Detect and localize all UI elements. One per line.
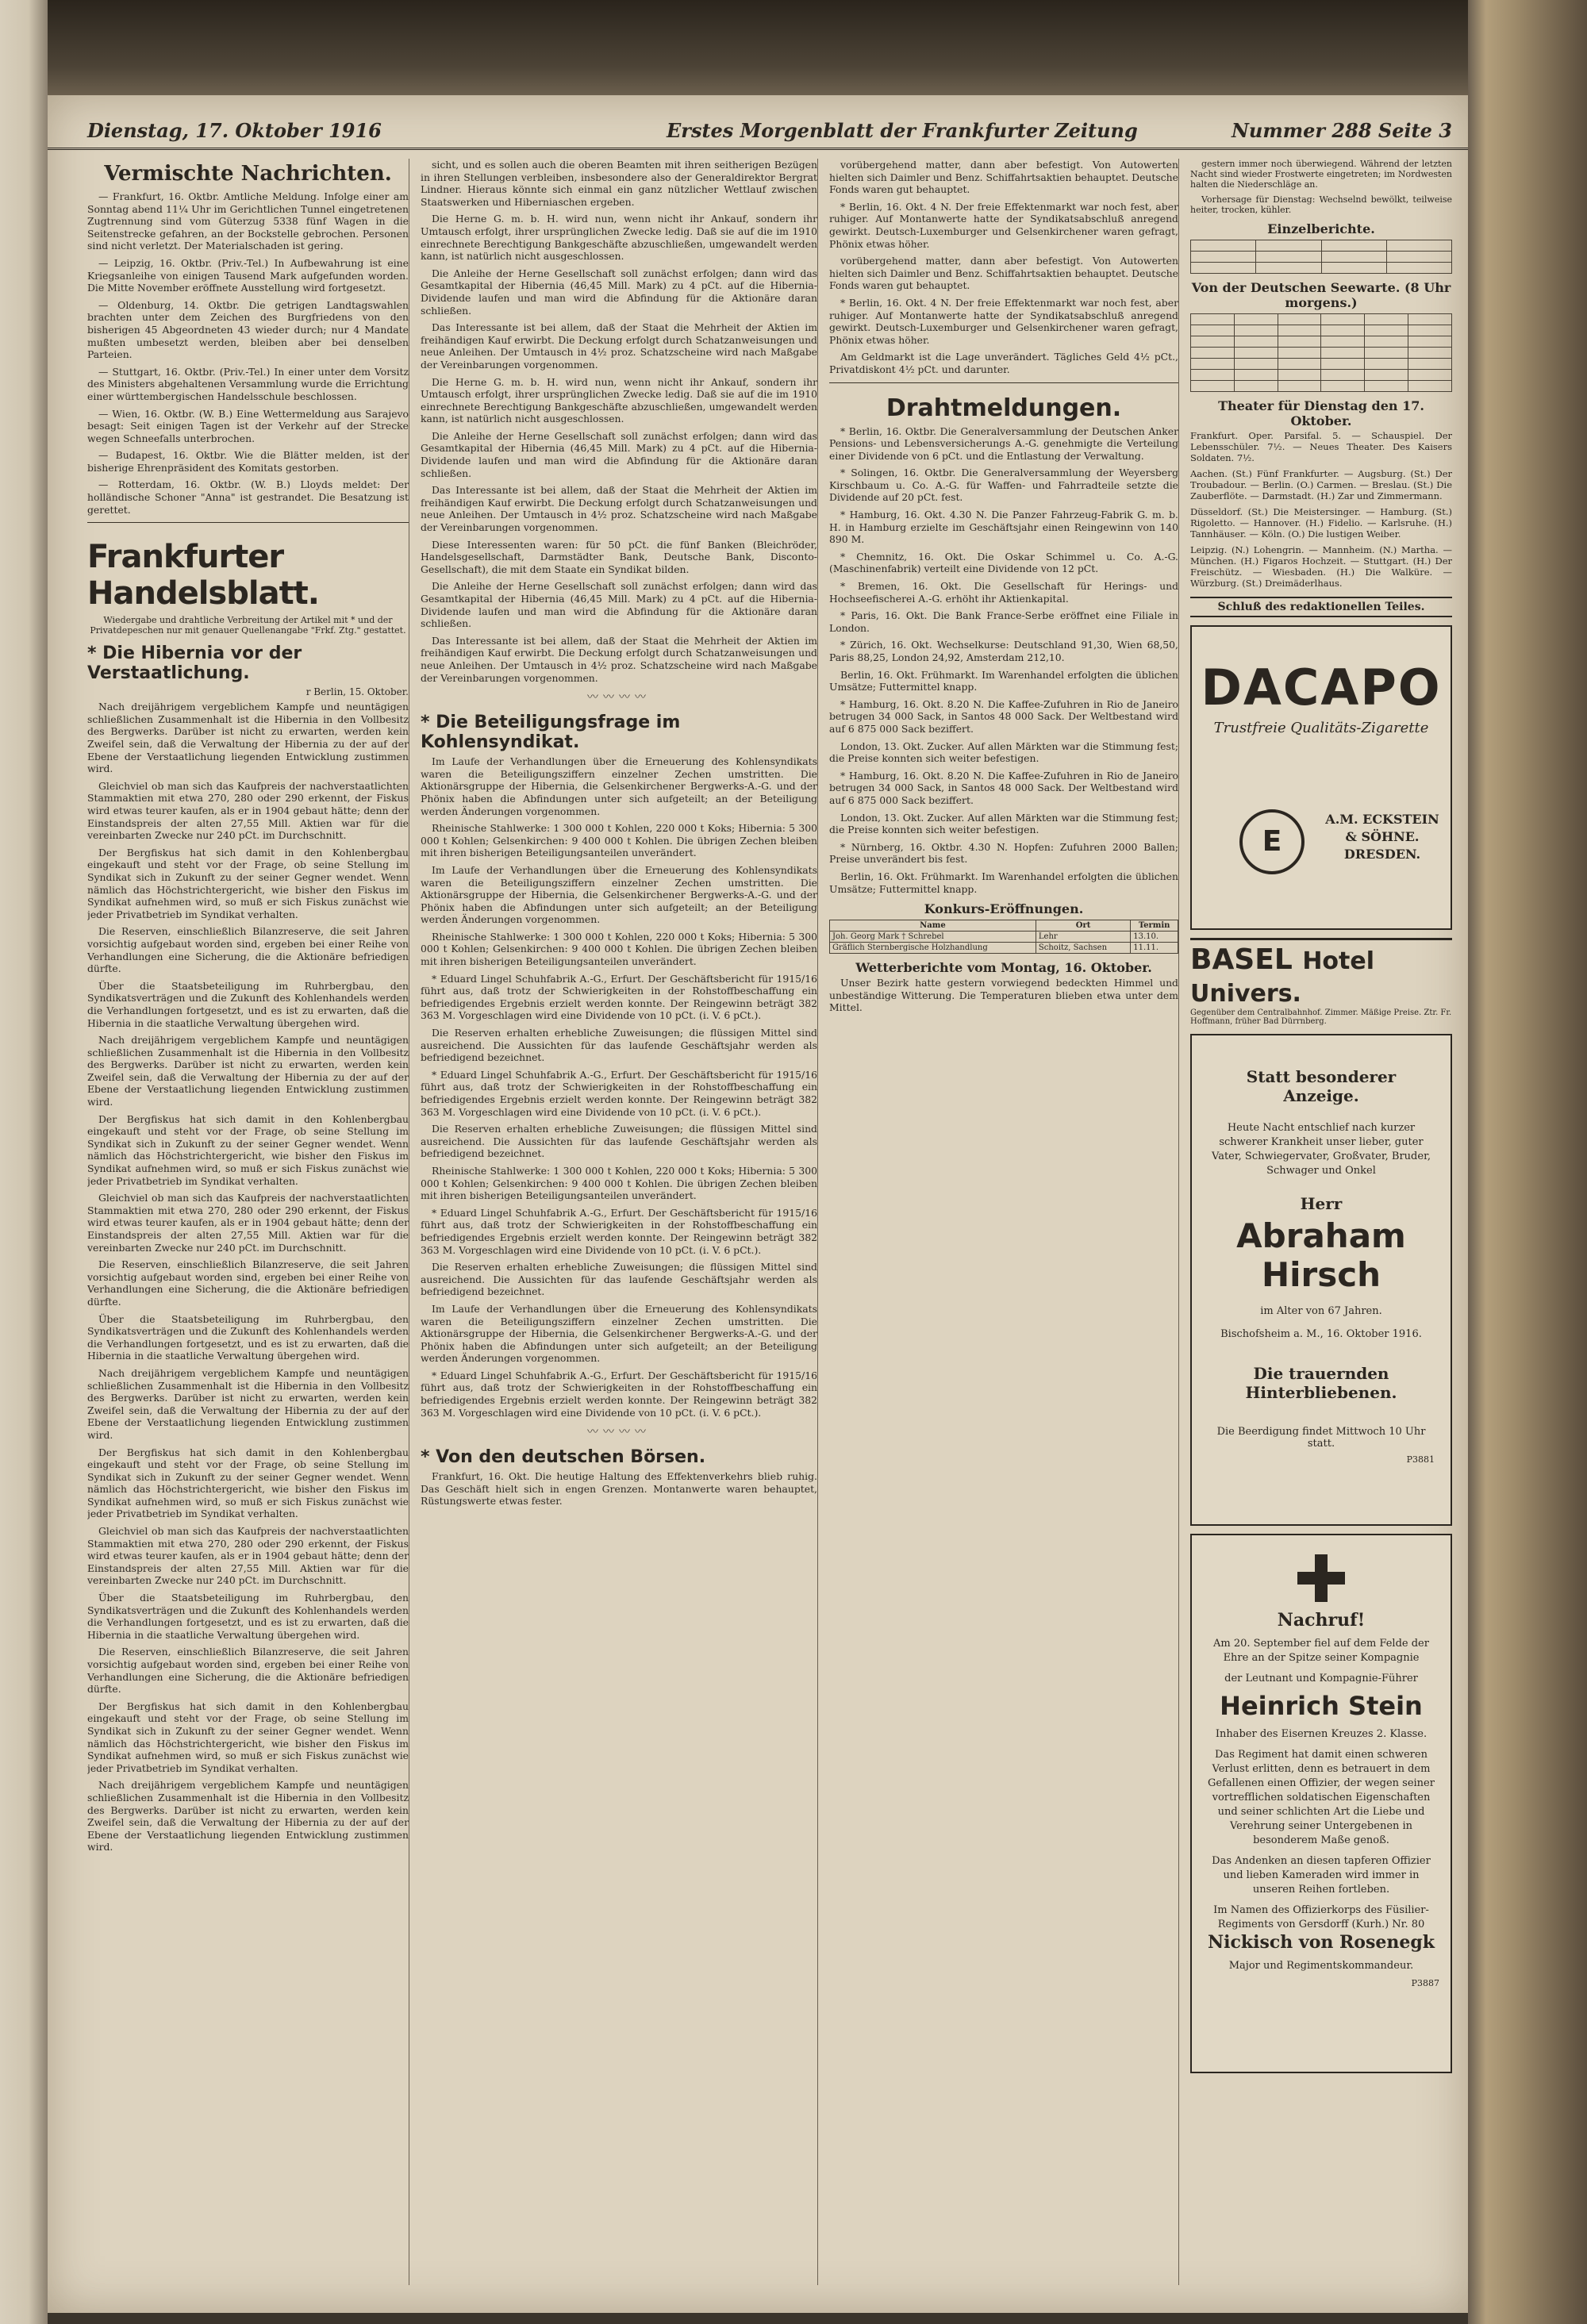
notice-heading: Statt besonderer Anzeige. bbox=[1246, 1067, 1397, 1105]
article-paragraph: Die Reserven, einschließlich Bilanzreserve, die seit Jahren vorsichtig aufgebaut worden sind, ergeben bei einer Reihe von Verhandlungen eine Sicherung, die die Aktionäre befriedigen dürfte. bbox=[87, 925, 409, 975]
header-title: Erstes Morgenblatt der Frankfurter Zeitung bbox=[667, 119, 1138, 142]
section-heading-theater: Theater für Dienstag den 17. Oktober. bbox=[1218, 398, 1424, 428]
table-cell: 11.11. bbox=[1131, 943, 1178, 954]
obituary-signature: Nickisch von Rosenegk bbox=[1208, 1932, 1435, 1953]
ad-obituary-stein bbox=[1190, 1534, 1452, 2073]
notice-age: im Alter von 67 Jahren. bbox=[1260, 1305, 1382, 1317]
table-cell: Schoitz, Sachsen bbox=[1036, 943, 1130, 954]
article-paragraph: Die Reserven erhalten erhebliche Zuweisungen; die flüssigen Mittel sind ausreichend. Die Aussichten für das laufende Geschäftsjahr werden als befriedigend bezeichnet. bbox=[421, 1261, 817, 1298]
article-paragraph: Über die Staatsbeteiligung im Ruhrbergbau, den Syndikatsverträgen und die Zukunft des Kohlenhandels werden die Verhandlungen fortgesetzt, und es ist zu erwarten, daß die Hibernia in die staatliche Verwaltung übergehen wird. bbox=[87, 1312, 409, 1362]
article-paragraph: — Rotterdam, 16. Oktbr. (W. B.) Lloyds meldet: Der holländische Schoner "Anna" ist gestrandet. Die Besatzung ist gerettet. bbox=[87, 478, 409, 516]
table-row bbox=[1191, 359, 1452, 370]
article-paragraph: Im Laufe der Verhandlungen über die Erneuerung des Kohlensyndikats waren die Beteiligungsziffern einzelner Zechen umstritten. Die Aktionärsgruppe der Hibernia, die Gelsenkirchener Bergwerks-A.-G. und der Phönix haben die Abfindungen unter sich aufgeteilt; an der Beteiligung werden Änderungen vorgenommen. bbox=[421, 863, 817, 926]
header-date: Dienstag, 17. Oktober 1916 bbox=[87, 119, 382, 142]
table-row bbox=[1191, 314, 1452, 325]
article-paragraph: Die Reserven, einschließlich Bilanzreserve, die seit Jahren vorsichtig aufgebaut worden sind, ergeben bei einer Reihe von Verhandlungen eine Sicherung, die die Aktionäre befriedigen dürfte. bbox=[87, 1258, 409, 1308]
obituary-decoration: Inhaber des Eisernen Kreuzes 2. Klasse. bbox=[1215, 1728, 1428, 1740]
article-paragraph: Berlin, 16. Okt. Frühmarkt. Im Warenhandel erfolgten die üblichen Umsätze; Futtermittel knapp. bbox=[829, 668, 1178, 693]
article-paragraph: * Eduard Lingel Schuhfabrik A.-G., Erfurt. Der Geschäftsbericht für 1915/16 führt aus, daß trotz der Schwierigkeiten in der Rohstoffbeschaffung ein befriedigendes Ergebnis erzielt werden konnte. Der Reingewinn beträgt 382 363 M. Vorgeschlagen wird eine Dividende von 10 pCt. (i. V. 6 pCt.). bbox=[421, 1068, 817, 1118]
article-paragraph: Nach dreijährigem vergeblichem Kampfe und neuntägigen schließlichen Zusammenhalt ist die Hibernia in den Vollbesitz des Bergwerks. Darüber ist nicht zu erwarten, werden kein Zweifel sein, daß die Verwaltung der Hibernia zu der auf der Ebene der Verstaatlichung liegenden Entwicklung zustimmen wird. bbox=[87, 1366, 409, 1441]
ad-dacapo bbox=[1190, 625, 1452, 930]
basel-city: BASEL bbox=[1190, 943, 1293, 976]
theater-entry: Düsseldorf. (St.) Die Meistersinger. — Hamburg. (St.) Rigoletto. — Hannover. (H.) Fidelio. — Karlsruhe. (H.) Tannhäuser. — Köln. (O.) Die lustigen Weiber. bbox=[1190, 506, 1452, 540]
konkurs-table bbox=[829, 920, 1178, 954]
table-row bbox=[1191, 370, 1452, 381]
obituary-rank: der Leutnant und Kompagnie-Führer bbox=[1224, 1673, 1418, 1684]
dacapo-logo: DACAPO bbox=[1201, 659, 1442, 716]
column-3 bbox=[829, 159, 1179, 2285]
article-dateline: r Berlin, 15. Oktober. bbox=[305, 686, 409, 698]
article-paragraph: vorübergehend matter, dann aber befestigt. Von Autowerten hielten sich Daimler und Benz. Schiffahrtsaktien behauptet. Deutsche Fonds waren gut behauptet. bbox=[829, 255, 1178, 292]
ornament-divider: 〰〰〰〰 bbox=[587, 691, 651, 705]
article-paragraph: Im Laufe der Verhandlungen über die Erneuerung des Kohlensyndikats waren die Beteiligungsziffern einzelner Zechen umstritten. Die Aktionärsgruppe der Hibernia, die Gelsenkirchener Bergwerks-A.-G. und der Phönix haben die Abfindungen unter sich aufgeteilt; an der Beteiligung werden Änderungen vorgenommen. bbox=[421, 755, 817, 817]
table-cell: Joh. Georg Mark † Schrebel bbox=[830, 932, 1036, 943]
obituary-text: Am 20. September fiel auf dem Felde der Ehre an der Spitze seiner Kompagnie bbox=[1213, 1638, 1429, 1664]
article-paragraph: London, 13. Okt. Zucker. Auf allen Märkten war die Stimmung fest; die Preise konnten sich weiter befestigen. bbox=[829, 811, 1178, 836]
article-heading-hibernia: * Die Hibernia vor der Verstaatlichung. bbox=[87, 643, 302, 684]
article-paragraph: * Eduard Lingel Schuhfabrik A.-G., Erfurt. Der Geschäftsbericht für 1915/16 führt aus, daß trotz der Schwierigkeiten in der Rohstoffbeschaffung ein befriedigendes Ergebnis erzielt werden konnte. Der Reingewinn beträgt 382 363 M. Vorgeschlagen wird eine Dividende von 10 pCt. (i. V. 6 pCt.). bbox=[421, 1369, 817, 1419]
article-paragraph: sicht, und es sollen auch die oberen Beamten mit ihren seitherigen Bezügen in ihren Stellungen verbleiben, insbesondere also der Generaldirektor Bergrat Lindner. Hieraus könnte sich einmal ein ganz nützlicher Wettlauf zwischen Staatswerken und Hiberniaschen ergeben. bbox=[421, 159, 817, 208]
section-heading-drahtmeldungen: Drahtmeldungen. bbox=[886, 394, 1122, 422]
article-paragraph: Das Interessante ist bei allem, daß der Staat die Mehrheit der Aktien im freihändigen Kauf erwirbt. Die Deckung erfolgt durch Schatzanweisungen und neue Anleihen. Der Umtausch in 4½ proz. Schatzscheine wird nach Maßgabe der Vereinbarungen vorgenommen. bbox=[421, 634, 817, 684]
article-paragraph: * Eduard Lingel Schuhfabrik A.-G., Erfurt. Der Geschäftsbericht für 1915/16 führt aus, daß trotz der Schwierigkeiten in der Rohstoffbeschaffung ein befriedigendes Ergebnis erzielt werden konnte. Der Reingewinn beträgt 382 363 M. Vorgeschlagen wird eine Dividende von 10 pCt. (i. V. 6 pCt.). bbox=[421, 972, 817, 1022]
ad-basel-subtitle: Gegenüber dem Centralbahnhof. Zimmer. Mäßige Preise. Ztr. Fr. Hoffmann, früher Bad Dürrnberg. bbox=[1190, 1008, 1452, 1026]
article-paragraph: Das Interessante ist bei allem, daß der Staat die Mehrheit der Aktien im freihändigen Kauf erwirbt. Die Deckung erfolgt durch Schatzanweisungen und neue Anleihen. Der Umtausch in 4½ proz. Schatzscheine wird nach Maßgabe der Vereinbarungen vorgenommen. bbox=[421, 321, 817, 371]
article-paragraph: * Nürnberg, 16. Oktbr. 4.30 N. Hopfen: Zufuhren 2000 Ballen; Preise unverändert bis fest. bbox=[829, 840, 1178, 866]
table-cell: Gräflich Sternbergische Holzhandlung bbox=[830, 943, 1036, 954]
article-paragraph: Gleichviel ob man sich das Kaufpreis der nachverstaatlichten Stammaktien mit etwa 270, 280 oder 290 erkennt, der Fiskus wird etwas teurer kaufen, als er in 1904 gebaut hätte; denn der Einstandspreis der alten 27,55 Mill. Aktien war für die vereinbarten Zwecke nur 240 pCt. im Durchschnitt. bbox=[87, 1192, 409, 1254]
article-paragraph: — Frankfurt, 16. Oktbr. Amtliche Meldung. Infolge einer am Sonntag abend 11¼ Uhr im Gerichtlichen Tunnel eingetretenen Zugtrennung sind vom Güterzug 5338 fünf Wagen in die Seitenstrecke gefahren, an der Bockstelle gebrochen. Personen sind nicht verletzt. Der Materialschaden ist gering. bbox=[87, 190, 409, 252]
obituary-text: Das Andenken an diesen tapferen Offizier und lieben Kameraden wird immer in unseren Reihen fortleben. bbox=[1212, 1855, 1431, 1896]
obituary-regiment: Im Namen des Offizierkorps des Füsilier-Regiments von Gersdorff (Kurh.) Nr. 80 bbox=[1213, 1904, 1429, 1930]
obituary-heading: Nachruf! bbox=[1277, 1610, 1366, 1631]
article-paragraph: * Chemnitz, 16. Okt. Die Oskar Schimmel u. Co. A.-G. (Maschinenfabrik) verteilt eine Dividende von 12 pCt. bbox=[829, 550, 1178, 575]
article-paragraph: Diese Interessenten waren: für 50 pCt. die fünf Banken (Bleichröder, Handelsgesellschaft, Darmstädter Bank, Deutsche Bank, Disconto-Gesellschaft), die mit dem Staate ein Syndikat bilden. bbox=[421, 538, 817, 575]
article-paragraph: Die Anleihe der Herne Gesellschaft soll zunächst erfolgen; dann wird das Gesamtkapital der Hibernia (46,45 Mill. Mark) zu 4 pCt. auf die Hibernia-Dividende laufen und man wird die Abfindung für die Aktionäre daran schließen. bbox=[421, 580, 817, 630]
table-row bbox=[830, 932, 1178, 943]
table-row bbox=[1191, 325, 1452, 336]
section-heading-wetter: Wetterberichte vom Montag, 16. Oktober. bbox=[855, 960, 1152, 976]
right-page-edges bbox=[1468, 0, 1587, 2324]
article-paragraph: * Hamburg, 16. Okt. 8.20 N. Die Kaffee-Zufuhren in Rio de Janeiro betrugen 34 000 Sack, in Santos 48 000 Sack. Der Weltbestand wird auf 6 875 000 Sack beziffert. bbox=[829, 697, 1178, 735]
article-paragraph: * Bremen, 16. Okt. Die Gesellschaft für Herings- und Hochseefischerei A.-G. erhöht ihr Aktienkapital. bbox=[829, 580, 1178, 605]
column-1 bbox=[87, 159, 409, 2285]
article-paragraph: Rheinische Stahlwerke: 1 300 000 t Kohlen, 220 000 t Koks; Hibernia: 5 300 000 t Kohlen; Gelsenkirchen: 9 400 000 t Kohlen. Die übrigen Zechen bleiben mit ihren bisherigen Beteiligungsanteilen unverändert. bbox=[421, 930, 817, 968]
ad-basel-title bbox=[1190, 938, 1452, 1008]
article-paragraph: Vorhersage für Dienstag: Wechselnd bewölkt, teilweise heiter, trocken, kühler. bbox=[1190, 194, 1452, 215]
article-paragraph: Frankfurt, 16. Okt. Die heutige Haltung des Effektenverkehrs blieb ruhig. Das Geschäft hielt sich in engen Grenzen. Montanwerte waren behauptet, Rüstungswerte etwas fester. bbox=[421, 1470, 817, 1508]
table-cell: Lehr bbox=[1036, 932, 1130, 943]
article-paragraph: Die Reserven erhalten erhebliche Zuweisungen; die flüssigen Mittel sind ausreichend. Die Aussichten für das laufende Geschäftsjahr werden als befriedigend bezeichnet. bbox=[421, 1027, 817, 1064]
article-heading-boersen: * Von den deutschen Börsen. bbox=[421, 1447, 706, 1468]
table-cell: 13.10. bbox=[1131, 932, 1178, 943]
theater-entry: Frankfurt. Oper. Parsifal. 5. — Schauspiel. Der Lebensschüler. 7½. — Neues Theater. Des Kaisers Soldaten. 7½. bbox=[1190, 430, 1452, 463]
article-paragraph: * Paris, 16. Okt. Die Bank France-Serbe eröffnet eine Filiale in London. bbox=[829, 609, 1178, 634]
iron-cross-icon bbox=[1297, 1554, 1345, 1602]
table-header-cell: Ort bbox=[1036, 920, 1130, 932]
section-heading-einzelberichte: Einzelberichte. bbox=[1267, 221, 1375, 236]
table-row bbox=[1191, 348, 1452, 359]
seewarte-table bbox=[1190, 313, 1452, 392]
article-paragraph: Der Bergfiskus hat sich damit in den Kohlenbergbau eingekauft und steht vor der Frage, ob seine Stellung im Syndikat sich in Zukunft zu der seiner Gegner wendet. Wenn nämlich das Höchstrichtergericht, wie bisher den Fiskus im Syndikat aufnehmen wird, so muß er sich Fiskus zunächst wie jeder Privatbetrieb im Syndikat verhalten. bbox=[87, 1700, 409, 1774]
ad-death-notice-hirsch bbox=[1190, 1034, 1452, 1526]
column-2 bbox=[421, 159, 818, 2285]
article-paragraph: Die Herne G. m. b. H. wird nun, wenn nicht ihr Ankauf, sondern ihr Umtausch erfolgt, ihrer ursprünglichen Zwecke ledig. Daß sie auf die im 1910 einrechnete Berechtigung Bankgeschäfte abzuschließen, umgewandelt werden kann, ist natürlich nicht ausgeschlossen. bbox=[421, 213, 817, 263]
article-paragraph: Die Herne G. m. b. H. wird nun, wenn nicht ihr Ankauf, sondern ihr Umtausch erfolgt, ihrer ursprünglichen Zwecke ledig. Daß sie auf die im 1910 einrechnete Berechtigung Bankgeschäfte abzuschließen, umgewandelt werden kann, ist natürlich nicht ausgeschlossen. bbox=[421, 375, 817, 425]
dacapo-manufacturer: A.M. ECKSTEIN & SÖHNE. DRESDEN. bbox=[1325, 812, 1439, 862]
basel-hotel: Hotel Univers. bbox=[1190, 947, 1375, 1008]
article-paragraph: Über die Staatsbeteiligung im Ruhrbergbau, den Syndikatsverträgen und die Zukunft des Kohlenhandels werden die Verhandlungen fortgesetzt, und es ist zu erwarten, daß die Hibernia in die staatliche Verwaltung übergehen wird. bbox=[87, 979, 409, 1029]
column-4 bbox=[1190, 159, 1452, 2285]
notice-place-date: Bischofsheim a. M., 16. Oktober 1916. bbox=[1220, 1328, 1422, 1340]
table-header-cell: Name bbox=[830, 920, 1036, 932]
article-paragraph: Über die Staatsbeteiligung im Ruhrbergbau, den Syndikatsverträgen und die Zukunft des Kohlenhandels werden die Verhandlungen fortgesetzt, und es ist zu erwarten, daß die Hibernia in die staatliche Verwaltung übergehen wird. bbox=[87, 1592, 409, 1641]
obituary-name: Heinrich Stein bbox=[1220, 1691, 1423, 1721]
theater-entry: Leipzig. (N.) Lohengrin. — Mannheim. (N.) Martha. — München. (H.) Figaros Hochzeit. — Stuttgart. (H.) Der Freischütz. — Wiesbaden. (H.) Die Walküre. — Würzburg. (St.) Dreimäderlhaus. bbox=[1190, 544, 1452, 589]
article-paragraph: — Wien, 16. Oktbr. (W. B.) Eine Wettermeldung aus Sarajevo besagt: Seit einigen Tagen ist der Verkehr auf der Strecke wegen Schneefalls unterbrochen. bbox=[87, 407, 409, 444]
table-row bbox=[1191, 252, 1452, 263]
article-paragraph: * Hamburg, 16. Okt. 8.20 N. Die Kaffee-Zufuhren in Rio de Janeiro betrugen 34 000 Sack, in Santos 48 000 Sack. Der Weltbestand wird auf 6 875 000 Sack beziffert. bbox=[829, 769, 1178, 806]
obituary-text: Das Regiment hat damit einen schweren Verlust erlitten, denn es betrauert in dem Gefallenen einen Offizier, der wegen seiner vortrefflichen soldatischen Eigenschaften und seiner schlichten Art die Liebe und Verehrung seiner Untergebenen in besonderem Maße genoß. bbox=[1208, 1749, 1435, 1846]
article-paragraph: gestern immer noch überwiegend. Während der letzten Nacht sind wieder Frostwerte eingetreten; im Nordwesten halten die Niederschläge an. bbox=[1190, 159, 1452, 190]
article-paragraph: * Zürich, 16. Okt. Wechselkurse: Deutschland 91,30, Wien 68,50, Paris 88,25, London 24,92, Amsterdam 212,10. bbox=[829, 639, 1178, 663]
page-header bbox=[48, 116, 1468, 150]
article-paragraph: Am Geldmarkt ist die Lage unverändert. Tägliches Geld 4½ pCt., Privatdiskont 4½ pCt. und darunter. bbox=[829, 351, 1178, 375]
article-paragraph: Das Interessante ist bei allem, daß der Staat die Mehrheit der Aktien im freihändigen Kauf erwirbt. Die Deckung erfolgt durch Schatzanweisungen und neue Anleihen. Der Umtausch in 4½ proz. Schatzscheine wird nach Maßgabe der Vereinbarungen vorgenommen. bbox=[421, 484, 817, 534]
section-heading-handelsblatt: Frankfurter Handelsblatt. bbox=[87, 539, 319, 613]
section-heading-konkurs: Konkurs-Eröffnungen. bbox=[924, 901, 1084, 917]
article-paragraph: * Hamburg, 16. Okt. 4.30 N. Die Panzer Fahrzeug-Fabrik G. m. b. H. in Hamburg erzielte im Geschäftsjahr einen Reingewinn von 140 890 M. bbox=[829, 509, 1178, 546]
article-paragraph: London, 13. Okt. Zucker. Auf allen Märkten war die Stimmung fest; die Preise konnten sich weiter befestigen. bbox=[829, 739, 1178, 765]
article-paragraph: Rheinische Stahlwerke: 1 300 000 t Kohlen, 220 000 t Koks; Hibernia: 5 300 000 t Kohlen; Gelsenkirchen: 9 400 000 t Kohlen. Die übrigen Zechen bleiben mit ihren bisherigen Beteiligungsanteilen unverändert. bbox=[421, 1164, 817, 1202]
article-paragraph: Die Reserven erhalten erhebliche Zuweisungen; die flüssigen Mittel sind ausreichend. Die Aussichten für das laufende Geschäftsjahr werden als befriedigend bezeichnet. bbox=[421, 1123, 817, 1160]
theater-entry: Aachen. (St.) Fünf Frankfurter. — Augsburg. (St.) Der Troubadour. — Berlin. (O.) Carmen. — Breslau. (St.) Die Zauberflöte. — Darmstadt. (H.) Zar und Zimmermann. bbox=[1190, 468, 1452, 501]
notice-code: P3881 bbox=[1406, 1454, 1435, 1465]
notice-salutation: Herr bbox=[1300, 1194, 1343, 1213]
header-page-number: Nummer 288 Seite 3 bbox=[1231, 119, 1452, 142]
divider bbox=[87, 522, 409, 523]
editorial-end-marker: Schluß des redaktionellen Teiles. bbox=[1190, 597, 1452, 617]
table-header-cell: Termin bbox=[1131, 920, 1178, 932]
article-paragraph: Gleichviel ob man sich das Kaufpreis der nachverstaatlichten Stammaktien mit etwa 270, 280 oder 290 erkennt, der Fiskus wird etwas teurer kaufen, als er in 1904 gebaut hätte; denn der Einstandspreis der alten 27,55 Mill. Aktien war für die vereinbarten Zwecke nur 240 pCt. im Durchschnitt. bbox=[87, 779, 409, 842]
article-paragraph: Gleichviel ob man sich das Kaufpreis der nachverstaatlichten Stammaktien mit etwa 270, 280 oder 290 erkennt, der Fiskus wird etwas teurer kaufen, als er in 1904 gebaut hätte; denn der Einstandspreis der alten 27,55 Mill. Aktien war für die vereinbarten Zwecke nur 240 pCt. im Durchschnitt. bbox=[87, 1525, 409, 1587]
article-paragraph: * Solingen, 16. Oktbr. Die Generalversammlung der Weyersberg Kirschbaum u. Co. A.-G. für Waffen- und Fahrradteile setzte die Dividende auf 20 pCt. fest. bbox=[829, 467, 1178, 504]
top-dark-edge bbox=[0, 0, 1587, 95]
article-paragraph: Nach dreijährigem vergeblichem Kampfe und neuntägigen schließlichen Zusammenhalt ist die Hibernia in den Vollbesitz des Bergwerks. Darüber ist nicht zu erwarten, werden kein Zweifel sein, daß die Verwaltung der Hibernia zu der auf der Ebene der Verstaatlichung liegenden Entwicklung zustimmen wird. bbox=[87, 1779, 409, 1853]
article-paragraph: Der Bergfiskus hat sich damit in den Kohlenbergbau eingekauft und steht vor der Frage, ob seine Stellung im Syndikat sich in Zukunft zu der seiner Gegner wendet. Wenn nämlich das Höchstrichtergericht, wie bisher den Fiskus im Syndikat aufnehmen wird, so muß er sich Fiskus zunächst wie jeder Privatbetrieb im Syndikat verhalten. bbox=[87, 846, 409, 920]
article-paragraph: * Berlin, 16. Okt. 4 N. Der freie Effektenmarkt war noch fest, aber ruhiger. Auf Montanwerte hatte der Syndikatsabschluß anregend gewirkt. Deutsch-Luxemburger und Gelsenkirchener waren gefragt, Phönix etwas höher. bbox=[829, 200, 1178, 250]
section-subtitle: Wiedergabe und drahtliche Verbreitung der Artikel mit * und der Privatdepeschen nur mit genauer Quellenangabe "Frkf. Ztg." gestattet. bbox=[90, 615, 406, 636]
article-paragraph: * Eduard Lingel Schuhfabrik A.-G., Erfurt. Der Geschäftsbericht für 1915/16 führt aus, daß trotz der Schwierigkeiten in der Rohstoffbeschaffung ein befriedigendes Ergebnis erzielt werden konnte. Der Reingewinn beträgt 382 363 M. Vorgeschlagen wird eine Dividende von 10 pCt. (i. V. 6 pCt.). bbox=[421, 1206, 817, 1256]
article-paragraph: — Stuttgart, 16. Oktbr. (Priv.-Tel.) In einer unter dem Vorsitz des Ministers abgehaltenen Versammlung wurde die Errichtung einer württembergischen Handelsschule beschlossen. bbox=[87, 365, 409, 402]
table-header-row bbox=[830, 920, 1178, 932]
notice-funeral: Die Beerdigung findet Mittwoch 10 Uhr statt. bbox=[1216, 1426, 1426, 1450]
article-paragraph: Der Bergfiskus hat sich damit in den Kohlenbergbau eingekauft und steht vor der Frage, ob seine Stellung im Syndikat sich in Zukunft zu der seiner Gegner wendet. Wenn nämlich das Höchstrichtergericht, wie bisher den Fiskus im Syndikat aufnehmen wird, so muß er sich Fiskus zunächst wie jeder Privatbetrieb im Syndikat verhalten. bbox=[87, 1112, 409, 1187]
article-paragraph: Der Bergfiskus hat sich damit in den Kohlenbergbau eingekauft und steht vor der Frage, ob seine Stellung im Syndikat sich in Zukunft zu der seiner Gegner wendet. Wenn nämlich das Höchstrichtergericht, wie bisher den Fiskus im Syndikat aufnehmen wird, so muß er sich Fiskus zunächst wie jeder Privatbetrieb im Syndikat verhalten. bbox=[87, 1446, 409, 1520]
ornament-divider: 〰〰〰〰 bbox=[587, 1426, 651, 1439]
notice-signature: Die trauernden Hinterbliebenen. bbox=[1245, 1364, 1397, 1402]
article-paragraph: vorübergehend matter, dann aber befestigt. Von Autowerten hielten sich Daimler und Benz. Schiffahrtsaktien behauptet. Deutsche Fonds waren gut behauptet. bbox=[829, 159, 1178, 196]
newspaper-page bbox=[48, 95, 1468, 2313]
table-row bbox=[1191, 263, 1452, 274]
article-paragraph: Nach dreijährigem vergeblichem Kampfe und neuntägigen schließlichen Zusammenhalt ist die Hibernia in den Vollbesitz des Bergwerks. Darüber ist nicht zu erwarten, werden kein Zweifel sein, daß die Verwaltung der Hibernia zu der auf der Ebene der Verstaatlichung liegenden Entwicklung zustimmen wird. bbox=[87, 701, 409, 775]
eckstein-emblem-icon: E bbox=[1239, 809, 1305, 874]
weather-table bbox=[1190, 240, 1452, 274]
article-paragraph: — Oldenburg, 14. Oktbr. Die getrigen Landtagswahlen brachten unter dem Zeichen des Burgfriedens von den bisherigen 45 Abgeordneten 43 wieder durch; nur 4 Mandate mußten umbesetzt werden, bleiben aber bei denselben Parteien. bbox=[87, 298, 409, 361]
article-paragraph: Die Anleihe der Herne Gesellschaft soll zunächst erfolgen; dann wird das Gesamtkapital der Hibernia (46,45 Mill. Mark) zu 4 pCt. auf die Hibernia-Dividende laufen und man wird die Abfindung für die Aktionäre daran schließen. bbox=[421, 429, 817, 479]
section-heading-seewarte: Von der Deutschen Seewarte. (8 Uhr morgens.) bbox=[1191, 280, 1451, 310]
article-paragraph: Die Reserven, einschließlich Bilanzreserve, die seit Jahren vorsichtig aufgebaut worden sind, ergeben bei einer Reihe von Verhandlungen eine Sicherung, die die Aktionäre befriedigen dürfte. bbox=[87, 1646, 409, 1696]
article-paragraph: — Budapest, 16. Oktbr. Wie die Blätter melden, ist der bisherige Ehrenpräsident des Komitats gestorben. bbox=[87, 449, 409, 474]
theater-listings bbox=[1190, 430, 1452, 589]
left-binding bbox=[0, 0, 48, 2324]
notice-name: Abraham Hirsch bbox=[1236, 1216, 1406, 1294]
obituary-code: P3887 bbox=[1411, 1978, 1439, 1988]
table-row bbox=[1191, 336, 1452, 348]
section-heading-vermischte: Vermischte Nachrichten. bbox=[104, 162, 392, 186]
article-paragraph: Rheinische Stahlwerke: 1 300 000 t Kohlen, 220 000 t Koks; Hibernia: 5 300 000 t Kohlen; Gelsenkirchen: 9 400 000 t Kohlen. Die übrigen Zechen bleiben mit ihren bisherigen Beteiligungsanteilen unverändert. bbox=[421, 822, 817, 859]
article-paragraph: — Leipzig, 16. Oktbr. (Priv.-Tel.) In Aufbewahrung ist eine Kriegsanleihe von einigen Tausend Mark aufgefunden worden. Die Mitte November eröffnete Ausstellung wird fortgesetzt. bbox=[87, 256, 409, 294]
article-paragraph: * Berlin, 16. Oktbr. Die Generalversammlung der Deutschen Anker Pensions- und Lebensversicherungs A.-G. genehmigte die Verteilung einer Dividende von 6 pCt. und die Entlastung der Verwaltung. bbox=[829, 424, 1178, 462]
obituary-signature-title: Major und Regimentskommandeur. bbox=[1228, 1960, 1414, 1972]
article-paragraph: Berlin, 16. Okt. Frühmarkt. Im Warenhandel erfolgten die üblichen Umsätze; Futtermittel knapp. bbox=[829, 870, 1178, 895]
table-row bbox=[1191, 381, 1452, 392]
table-row bbox=[830, 943, 1178, 954]
dacapo-tagline: Trustfreie Qualitäts-Zigarette bbox=[1213, 720, 1429, 736]
table-row bbox=[1191, 240, 1452, 252]
article-paragraph: Unser Bezirk hatte gestern vorwiegend bedeckten Himmel und unbeständige Witterung. Die Temperaturen blieben etwa unter dem Mittel. bbox=[829, 977, 1178, 1014]
article-paragraph: * Berlin, 16. Okt. 4 N. Der freie Effektenmarkt war noch fest, aber ruhiger. Auf Montanwerte hatte der Syndikatsabschluß anregend gewirkt. Deutsch-Luxemburger und Gelsenkirchener waren gefragt, Phönix etwas höher. bbox=[829, 296, 1178, 346]
article-heading-kohlensyndikat: * Die Beteiligungsfrage im Kohlensyndikat. bbox=[421, 713, 681, 753]
divider bbox=[829, 382, 1178, 383]
article-paragraph: Nach dreijährigem vergeblichem Kampfe und neuntägigen schließlichen Zusammenhalt ist die Hibernia in den Vollbesitz des Bergwerks. Darüber ist nicht zu erwarten, werden kein Zweifel sein, daß die Verwaltung der Hibernia zu der auf der Ebene der Verstaatlichung liegenden Entwicklung zustimmen wird. bbox=[87, 1034, 409, 1108]
article-paragraph: Die Anleihe der Herne Gesellschaft soll zunächst erfolgen; dann wird das Gesamtkapital der Hibernia (46,45 Mill. Mark) zu 4 pCt. auf die Hibernia-Dividende laufen und man wird die Abfindung für die Aktionäre daran schließen. bbox=[421, 267, 817, 317]
article-paragraph: Im Laufe der Verhandlungen über die Erneuerung des Kohlensyndikats waren die Beteiligungsziffern einzelner Zechen umstritten. Die Aktionärsgruppe der Hibernia, die Gelsenkirchener Bergwerks-A.-G. und der Phönix haben die Abfindungen unter sich aufgeteilt; an der Beteiligung werden Änderungen vorgenommen. bbox=[421, 1302, 817, 1365]
notice-text: Heute Nacht entschlief nach kurzer schwerer Krankheit unser lieber, guter Vater, Schwiegervater, Großvater, Bruder, Schwager und Onkel bbox=[1212, 1122, 1431, 1177]
